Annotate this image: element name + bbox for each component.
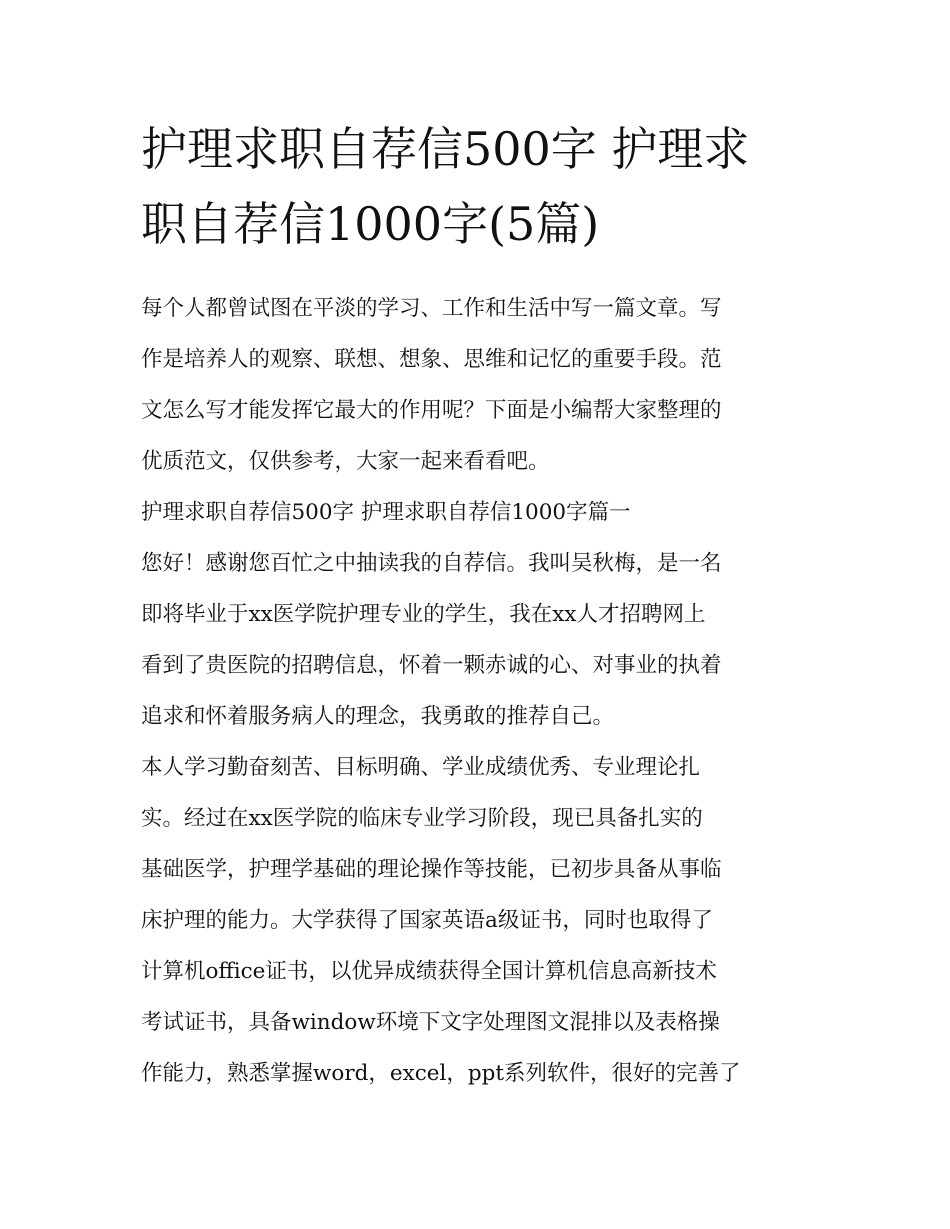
text-line: 本人学习勤奋刻苦、目标明确、学业成绩优秀、专业理论扎	[141, 755, 701, 780]
section-heading-text: 护理求职自荐信500字 护理求职自荐信1000字篇一	[141, 500, 631, 525]
document-body	[141, 112, 813, 1099]
body-paragraph-2	[141, 742, 813, 1099]
title-line: 护理求职自荐信500字 护理求	[141, 122, 750, 176]
text-line: 看到了贵医院的招聘信息，怀着一颗赤诚的心、对事业的执着	[141, 653, 722, 678]
text-line: 计算机office证书，以优异成绩获得全国计算机信息高新技术	[141, 959, 717, 984]
text-line: 床护理的能力。大学获得了国家英语a级证书，同时也取得了	[141, 908, 713, 933]
text-line: 作能力，熟悉掌握word，excel，ppt系列软件，很好的完善了	[141, 1061, 741, 1086]
text-line: 作是培养人的观察、联想、想象、思维和记忆的重要手段。范	[141, 347, 722, 372]
section-heading	[141, 487, 813, 538]
text-line: 文怎么写才能发挥它最大的作用呢？下面是小编帮大家整理的	[141, 398, 722, 423]
text-line: 追求和怀着服务病人的理念，我勇敢的推荐自己。	[141, 704, 615, 729]
text-line: 即将毕业于xx医学院护理专业的学生，我在xx人才招聘网上	[141, 602, 706, 627]
text-line: 您好！感谢您百忙之中抽读我的自荐信。我叫吴秋梅，是一名	[141, 551, 722, 576]
body-paragraph-1	[141, 538, 813, 742]
text-line: 优质范文，仅供参考，大家一起来看看吧。	[141, 449, 550, 474]
text-line: 每个人都曾试图在平淡的学习、工作和生活中写一篇文章。写	[141, 296, 722, 321]
title-line: 职自荐信1000字(5篇)	[141, 197, 600, 251]
intro-paragraph	[141, 283, 813, 487]
text-line: 基础医学，护理学基础的理论操作等技能，已初步具备从事临	[141, 857, 722, 882]
text-line: 实。经过在xx医学院的临床专业学习阶段，现已具备扎实的	[141, 806, 703, 831]
text-line: 考试证书，具备window环境下文字处理图文混排以及表格操	[141, 1010, 720, 1035]
document-title	[141, 112, 813, 262]
